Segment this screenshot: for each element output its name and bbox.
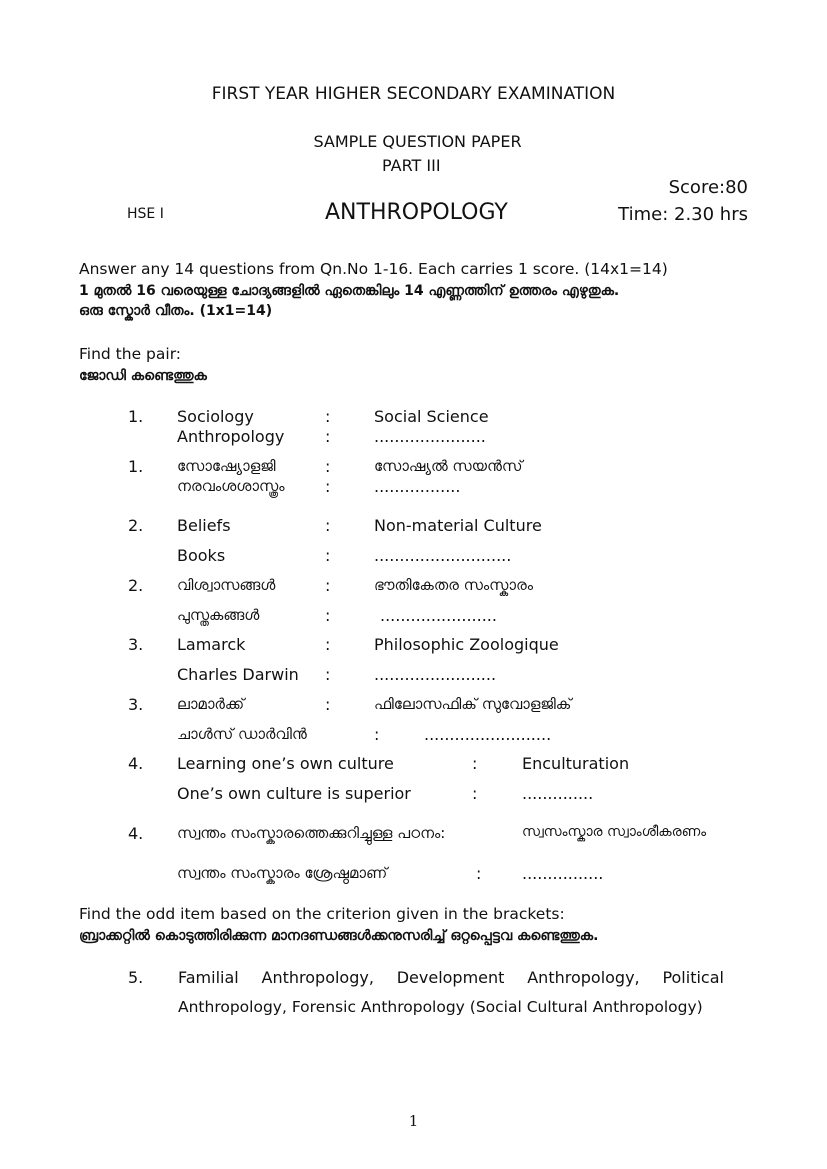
pair-term: ലാമാർക്ക് <box>177 695 245 713</box>
question-5-word: Familial <box>178 968 239 987</box>
answer-blank: .............. <box>522 784 594 803</box>
pair-separator: : <box>325 606 331 625</box>
answer-blank: ....................... <box>380 606 497 625</box>
time-label: Time: 2.30 hrs <box>618 204 748 225</box>
question-number: 4. <box>128 754 144 773</box>
pair-term: Charles Darwin <box>177 665 299 684</box>
pair-term: സോഷ്യോളജി <box>177 457 276 475</box>
part-label: PART III <box>382 156 441 175</box>
pair-separator: : <box>325 477 331 496</box>
pair-separator: : <box>472 754 478 773</box>
pair-term: Beliefs <box>177 516 231 535</box>
pair-match: Social Science <box>374 407 489 426</box>
pair-separator: : <box>325 695 331 714</box>
answer-blank: ......................... <box>424 725 552 744</box>
pair-separator: : <box>325 635 331 654</box>
answer-blank: ...................... <box>374 427 486 446</box>
pair-term: വിശ്വാസങ്ങൾ <box>177 576 276 594</box>
pair-term: ചാൾസ് ഡാർവിൻ <box>177 725 307 743</box>
pair-term: One’s own culture is superior <box>177 784 411 803</box>
pair-match: Non-material Culture <box>374 516 542 535</box>
pair-separator: : <box>472 784 478 803</box>
pair-separator: : <box>325 516 331 535</box>
pair-term: Learning one’s own culture <box>177 754 394 773</box>
instruction-ml-line2: ഒരു സ്കോർ വീതം. (1x1=14) <box>79 303 273 319</box>
pair-separator: : <box>325 427 331 446</box>
question-number: 4. <box>128 824 144 843</box>
odd-item-heading-ml: ബ്രാക്കറ്റിൽ കൊടുത്തിരിക്കുന്ന മാനദണ്ഡങ്ങൾക്കനുസരിച്ച് ഒറ്റപ്പെട്ടവ കണ്ടെത്തുക. <box>79 928 599 944</box>
pair-match: Philosophic Zoologique <box>374 635 559 654</box>
question-number: 1. <box>128 407 144 426</box>
question-number: 1. <box>128 457 144 476</box>
pair-separator: : <box>325 576 331 595</box>
score-label: Score:80 <box>668 177 748 198</box>
answer-blank: ........................... <box>374 546 512 565</box>
find-pair-heading-en: Find the pair: <box>79 345 182 363</box>
question-number: 3. <box>128 695 144 714</box>
exam-title: FIRST YEAR HIGHER SECONDARY EXAMINATION <box>211 84 616 104</box>
pair-separator: : <box>374 725 380 744</box>
odd-item-heading-en: Find the odd item based on the criterion given in the brackets: <box>79 905 565 923</box>
pair-term: Sociology <box>177 407 254 426</box>
question-number: 5. <box>128 968 144 987</box>
question-5-line2: Anthropology, Forensic Anthropology (Social Cultural Anthropology) <box>178 998 703 1016</box>
pair-separator: : <box>325 665 331 684</box>
question-5-word: Development <box>396 968 505 987</box>
class-code: HSE I <box>127 206 164 222</box>
question-number: 3. <box>128 635 144 654</box>
question-number: 2. <box>128 576 144 595</box>
pair-term: പുസ്തകങ്ങൾ <box>177 606 260 624</box>
instruction-ml-line1: 1 മുതൽ 16 വരെയുള്ള ചോദ്യങ്ങളിൽ ഏതെങ്കിലും 14 എണ്ണത്തിന് ഉത്തരം എഴുതുക. <box>79 283 620 299</box>
pair-separator: : <box>325 546 331 565</box>
pair-separator: : <box>476 864 482 883</box>
pair-match: സ്വസംസ്കാര സ്വാംശീകരണം <box>522 824 707 840</box>
instruction-en: Answer any 14 questions from Qn.No 1-16. Each carries 1 score. (14x1=14) <box>79 260 668 278</box>
pair-match: ഭൗതികേതര സംസ്കാരം <box>374 576 533 594</box>
pair-term: Anthropology <box>177 427 285 446</box>
answer-blank: ........................ <box>374 665 497 684</box>
find-pair-heading-ml: ജോഡി കണ്ടെത്തുക <box>79 368 207 384</box>
answer-blank: ................ <box>522 864 604 883</box>
page-number: 1 <box>408 1112 419 1130</box>
pair-match: Enculturation <box>522 754 630 773</box>
pair-separator: : <box>325 407 331 426</box>
pair-match: ഫിലോസഫിക് സുവോളജിക് <box>374 695 572 713</box>
question-number: 2. <box>128 516 144 535</box>
pair-match: സോഷ്യൽ സയൻസ് <box>374 457 523 475</box>
question-5-line1 <box>178 968 724 987</box>
question-5-word: Anthropology, <box>527 968 640 987</box>
pair-term: നരവംശശാസ്ത്രം <box>177 477 285 495</box>
paper-title: SAMPLE QUESTION PAPER <box>313 132 522 151</box>
pair-term: സ്വന്തം സംസ്കാരത്തെക്കുറിച്ചുള്ള പഠനം: <box>177 824 446 842</box>
pair-term: Lamarck <box>177 635 246 654</box>
answer-blank: ................. <box>374 477 461 496</box>
subject-title: ANTHROPOLOGY <box>325 200 508 225</box>
question-5-word: Anthropology, <box>261 968 374 987</box>
pair-term: സ്വന്തം സംസ്കാരം ശ്രേഷ്ഠമാണ് <box>177 864 388 882</box>
pair-term: Books <box>177 546 226 565</box>
pair-separator: : <box>325 457 331 476</box>
question-5-word: Political <box>662 968 724 987</box>
